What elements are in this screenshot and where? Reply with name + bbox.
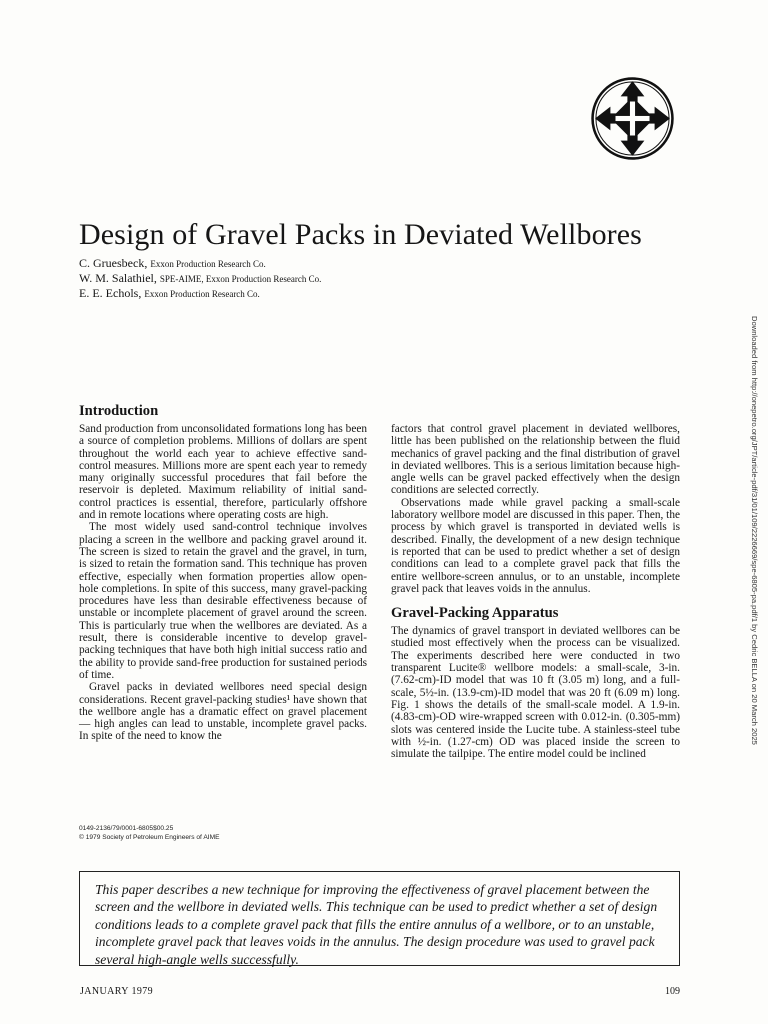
author-affiliation: Exxon Production Research Co. (144, 289, 260, 299)
paper-title: Design of Gravel Packs in Deviated Wellbores (79, 218, 642, 251)
paragraph: Gravel packs in deviated wellbores need special design considerations. Recent gravel-packing studies¹ have shown that the wellbore angle has a dramatic effect on gravel placement — high angles can lead to unstable, incomplete gravel packs. In spite of the need to know the (79, 681, 367, 743)
right-column (391, 423, 680, 760)
author-affiliation: Exxon Production Research Co. (150, 259, 266, 269)
author-name: C. Gruesbeck, (79, 256, 148, 270)
paragraph: Sand production from unconsolidated formations long has been a source of completion problems. Millions of dollars are spent throughout the world each year to achieve effective sand-control measures. Millions more are spent each year to remedy many originally successful procedures that fail before the reservoir is depleted. Maximum reliability of initial sand-control practices is essential, therefore, particularly offshore and in remote locations where operating costs are high. (79, 423, 367, 522)
author-entry (79, 271, 321, 286)
paragraph: The most widely used sand-control technique involves placing a screen in the wellbore and packing gravel around it. The screen is sized to retain the gravel and the gravel, in turn, is sized to retain the formation sand. This technique has proven effective, especially when formation properties allow open-hole completions. In spite of this success, many gravel-packing procedures have less than desirable effectiveness because of unstable or incomplete placement of gravel around the screen. This is particularly true when the wellbores are deviated. As a result, there is considerable incentive to develop gravel-packing techniques that have both high initial success ratio and the ability to provide sand-free production for sustained periods of time. (79, 521, 367, 681)
author-name: E. E. Echols, (79, 286, 142, 300)
footer-date: JANUARY 1979 (80, 986, 154, 997)
copyright-notice: © 1979 Society of Petroleum Engineers of AIME (79, 833, 220, 841)
author-entry (79, 286, 321, 301)
paragraph: factors that control gravel placement in deviated wellbores, little has been published on the relationship between the fluid mechanics of gravel packing and the final distribution of gravel in deviated wellbores. This is a serious limitation because high-angle wells can be gravel packed effectively when the design conditions are selected correctly. (391, 423, 680, 497)
copyright-issn: 0149-2136/79/0001-6805$00.25 (79, 825, 174, 832)
paragraph: Observations made while gravel packing a small-scale laboratory wellbore model are discussed in this paper. Then, the process by which gravel is transported in deviated wells is described. Finally, the development of a new design technique is reported that can be used to predict whether a set of design conditions can lead to a complete gravel pack that fills the entire wellbore-screen annulus, or to an unstable, incomplete gravel pack that leaves voids in the annulus. (391, 496, 680, 595)
paragraph: The dynamics of gravel transport in deviated wellbores can be studied most effectively when the process can be visualized. The experiments described here were conducted in two transparent Lucite® wellbore models: a small-scale, 3-in. (7.62-cm)-ID model that was 10 ft (3.05 m) long, and a full-scale, 5½-in. (13.9-cm)-ID model that was 20 ft (6.09 m) long. Fig. 1 shows the details of the small-scale model. A 1.9-in. (4.83-cm)-OD wire-wrapped screen with 0.012-in. (0.305-mm) slots was centered inside the Lucite tube. A stainless-steel tube with ½-in. (1.27-cm) OD was placed inside the screen to simulate the tailpipe. The entire model could be inclined (391, 625, 680, 761)
spe-compass-arrows-icon (590, 76, 675, 161)
left-column (79, 403, 367, 743)
apparatus-heading: Gravel-Packing Apparatus (391, 605, 559, 622)
author-list (79, 256, 321, 301)
author-name: W. M. Salathiel, (79, 271, 157, 285)
introduction-heading: Introduction (79, 403, 159, 419)
page-number: 109 (665, 986, 680, 997)
abstract-text: This paper describes a new technique for improving the effectiveness of gravel placement between the screen and the wellbore in deviated wells. This technique can be used to predict whether a set of design conditions leads to a complete gravel pack that fills the entire annulus of a wellbore, or to an unstable, incomplete gravel pack that leaves voids in the annulus. The design procedure was used to gravel pack several high-angle wells successfully. (95, 882, 658, 967)
download-watermark: Downloaded from http://onepetro.org/JPT/article-pdf/31/01/109/2226669/spe-6805-pa.pdf/1 by Cedric BELLA on 20 March 2025 (750, 316, 759, 745)
author-entry (79, 256, 321, 271)
author-affiliation: SPE-AIME, Exxon Production Research Co. (159, 274, 322, 284)
copyright-block (79, 825, 219, 842)
